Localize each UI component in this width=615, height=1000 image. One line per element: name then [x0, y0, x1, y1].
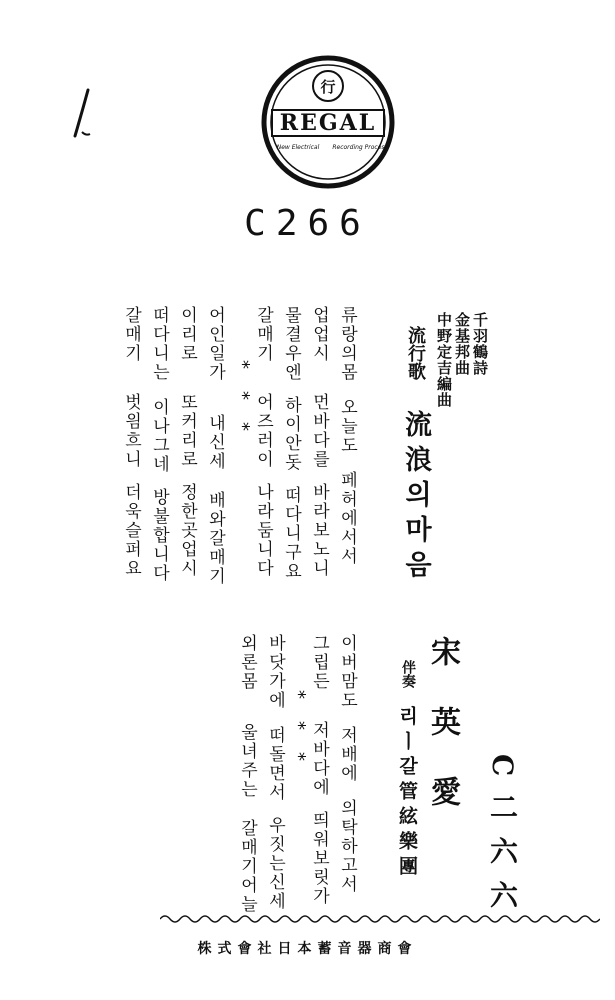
lyric-line: 어인일가내신세배와갈매기 [205, 306, 225, 586]
lyric-line: 떠다니는이나그네방불합니다 [149, 306, 169, 583]
logo-brand: REGAL [279, 110, 377, 136]
lyric-line: 물결우엔하이안돗떠다니구요 [281, 306, 301, 581]
accompaniment-label: 伴奏 [400, 660, 416, 688]
lyric-line: 갈매기어즈러이나라둠니다 [253, 306, 273, 578]
catalog-number: C266 [244, 203, 371, 244]
credit-lyricist: 千羽鶴詩 [471, 312, 489, 376]
lyric-line: 외론몸울녀주는갈매기어늘 [237, 634, 257, 914]
logo-left-text: New Electrical [276, 144, 320, 151]
regal-logo [258, 52, 398, 192]
singer-name: 宋英愛 [425, 636, 460, 846]
logo-emblem: 行 [320, 78, 336, 96]
credit-composer: 金基邦曲 [453, 312, 471, 376]
lyric-line: 류랑의몸오늘도페허에서서 [337, 306, 357, 566]
lyric-line: 그립든저바다에띄워보릿가 [309, 634, 329, 906]
handwritten-mark [70, 86, 92, 140]
wavy-divider [160, 911, 600, 927]
lyric-line: 갈매기벗읨흐니더욱슬퍼요 [121, 306, 141, 578]
song-title: 流浪의마음 [400, 410, 431, 585]
logo-right-text: Recording Process [332, 144, 388, 151]
lyric-line: 이버맘도저배에의탁하고서 [337, 634, 357, 894]
lyric-line: 업업시먼바다를바라보노니 [309, 306, 329, 578]
separator-stars: *** [232, 360, 253, 453]
lyric-line: 이리로또커리로정한곳업시 [177, 306, 197, 578]
catalog-number-vertical: C二六六 [486, 754, 519, 925]
genre-label: 流行歌 [405, 326, 426, 380]
company-name: 株式會社日本蓄音器商會 [197, 941, 418, 957]
separator-stars: *** [288, 690, 309, 783]
accompaniment-name: 리ㅣ갈管絃樂團 [396, 706, 418, 881]
credit-arranger: 中野定吉編曲 [435, 312, 453, 408]
lyric-line: 바닷가에떠돌면서우짓는신세 [265, 634, 285, 911]
